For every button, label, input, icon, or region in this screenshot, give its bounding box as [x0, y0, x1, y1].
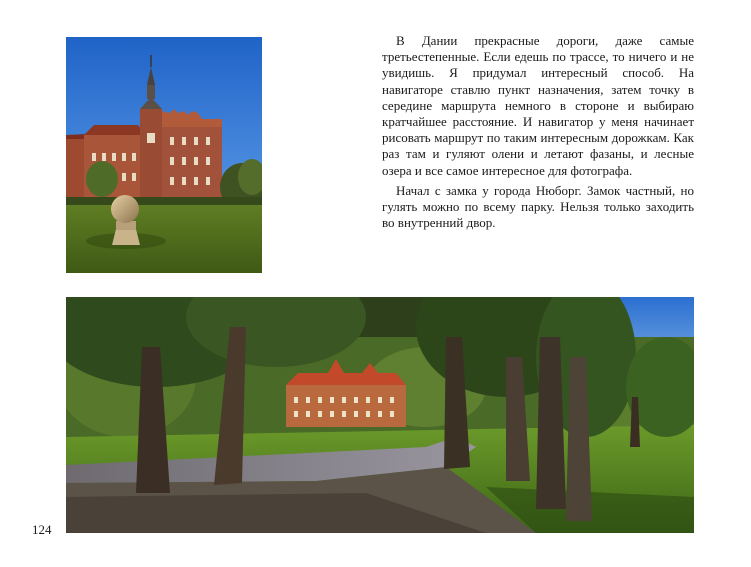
castle-photo	[66, 37, 262, 273]
park-panorama-photo	[66, 297, 694, 533]
paragraph-1: В Дании прекрасные дороги, даже самые третьестепенные. Если едешь по трассе, то ничего и не увидишь. Я придумал интересный способ. На навигаторе ставлю пункт назначения, затем точку в середине маршрута немного в стороне и выбираю кратчайшее расстояние. И навигатор у меня начинает рисовать маршрут по таким интересным дорожкам. Как раз там и гуляют олени и летают фазаны, и лесные озера и все самое интересное для фотографа.	[382, 33, 694, 178]
paragraph-2: Начал с замка у города Нюборг. Замок частный, но гулять можно по всему парку. Нельзя только заходить во внутренний двор.	[382, 182, 694, 231]
article-text	[382, 33, 694, 231]
page-number: 124	[32, 522, 52, 537]
